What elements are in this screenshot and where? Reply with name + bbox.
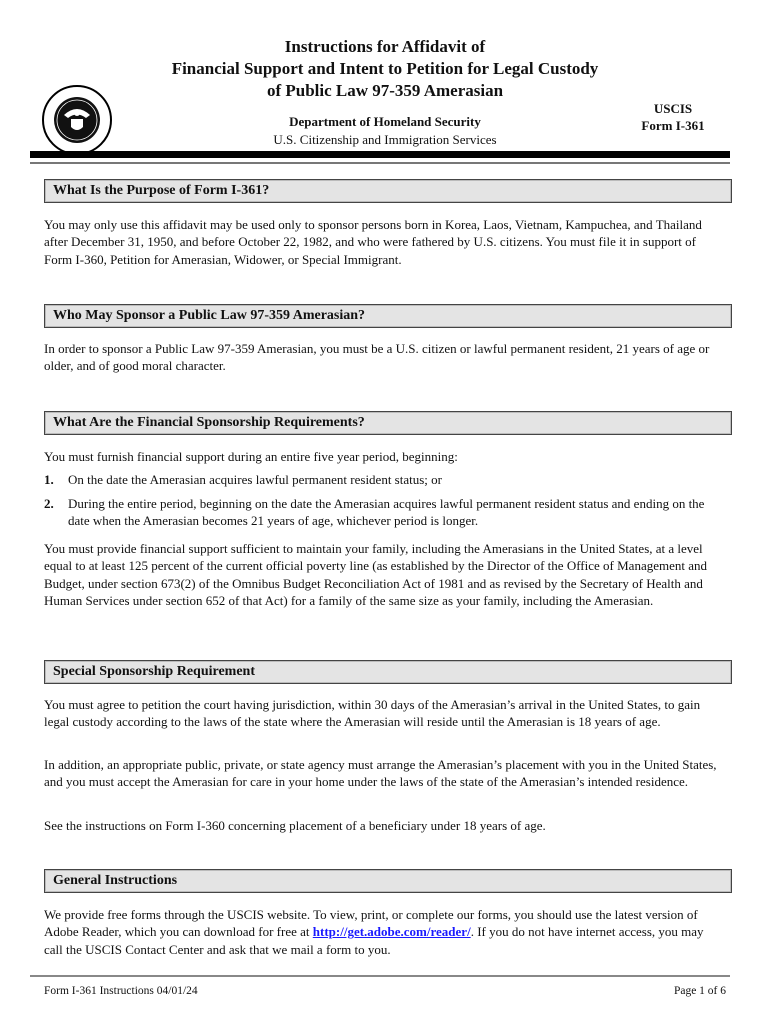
paragraph: In addition, an appropriate public, private, or state agency must arrange the Amerasian’s placement with you in the United States, and you must accept the Amerasian for care in your home under the laws of the state of the Amerasian’s intended residence. [44,757,717,790]
list-item [44,471,724,488]
paragraph [44,906,724,958]
paragraph: See the instructions on Form I-360 concerning placement of a beneficiary under 18 years of age. [44,818,546,833]
paragraph-text: We provide free forms through the USCIS website. To view, print, or complete our forms, you should use the latest version of Adobe Reader, which you can download for free at [44,907,698,940]
list-number: 1. [44,472,54,487]
list-text: On the date the Amerasian acquires lawful permanent resident status; or [68,472,442,487]
section-heading: General Instructions [44,869,732,893]
adobe-reader-link[interactable]: http://get.adobe.com/reader/ [312,924,471,940]
title-line: Financial Support and Intent to Petition for Legal Custody [171,59,599,78]
section-heading: What Are the Financial Sponsorship Requirements? [44,411,732,435]
section-heading: Special Sponsorship Requirement [44,660,732,684]
list-number: 2. [44,496,54,511]
header-divider-thin [30,162,730,164]
footer-divider [30,975,730,977]
dhs-seal-icon [42,85,112,155]
agency-name: U.S. Citizenship and Immigration Services [273,132,497,147]
footer-form-info: Form I-361 Instructions 04/01/24 [44,985,198,997]
paragraph: You may only use this affidavit may be used only to sponsor persons born in Korea, Laos, Vietnam, Kampuchea, and Thailand after December 31, 1950, and before October 22, 1982, and who were fathered by U.S. citizens. You must file it in support of Form I-360, Petition for Amerasian, Widower, or Special Immigrant. [44,217,702,267]
title-line: of Public Law 97-359 Amerasian [266,81,504,100]
paragraph: You must agree to petition the court having jurisdiction, within 30 days of the Amerasian’s arrival in the United States, to gain legal custody according to the laws of the state where the Amerasian will reside until the Amerasian is 18 years of age. [44,697,701,730]
department-name: Department of Homeland Security [289,114,481,129]
list-text: During the entire period, beginning on the date the Amerasian acquires lawful permanent resident status and ending on the date when the Amerasian becomes 21 years of age, whichever period is longer. [68,496,705,529]
list-item [44,495,724,530]
title-line: Instructions for Affidavit of [284,37,486,56]
form-number: Form I-361 [641,118,705,133]
paragraph: In order to sponsor a Public Law 97-359 Amerasian, you must be a U.S. citizen or lawful permanent resident, 21 years of age or older, and of good moral character. [44,341,710,374]
form-agency: USCIS [653,101,693,116]
section-heading: What Is the Purpose of Form I-361? [44,179,732,203]
form-id-block [628,100,718,134]
document-title [0,36,770,102]
paragraph: You must furnish financial support during an entire five year period, beginning: [44,449,458,464]
department-block [230,113,540,149]
page-number: Page 1 of 6 [673,985,726,997]
header-divider [30,151,730,158]
paragraph-text: . If you do not have internet access, you may call the USCIS Contact Center and ask that we mail a form to you. [44,924,704,957]
paragraph: You must provide financial support sufficient to maintain your family, including the Amerasians in the United States, at a level equal to at least 125 percent of the current official poverty line (as established by the Director of the Office of Management and Budget, under section 673(2) of the Omnibus Budget Reconciliation Act of 1981 and as revised by the Secretary of Health and Human Services under section 652 of that Act) for a family of the same size as your family, including the Amerasian. [44,541,707,609]
section-heading: Who May Sponsor a Public Law 97-359 Amerasian? [44,304,732,328]
